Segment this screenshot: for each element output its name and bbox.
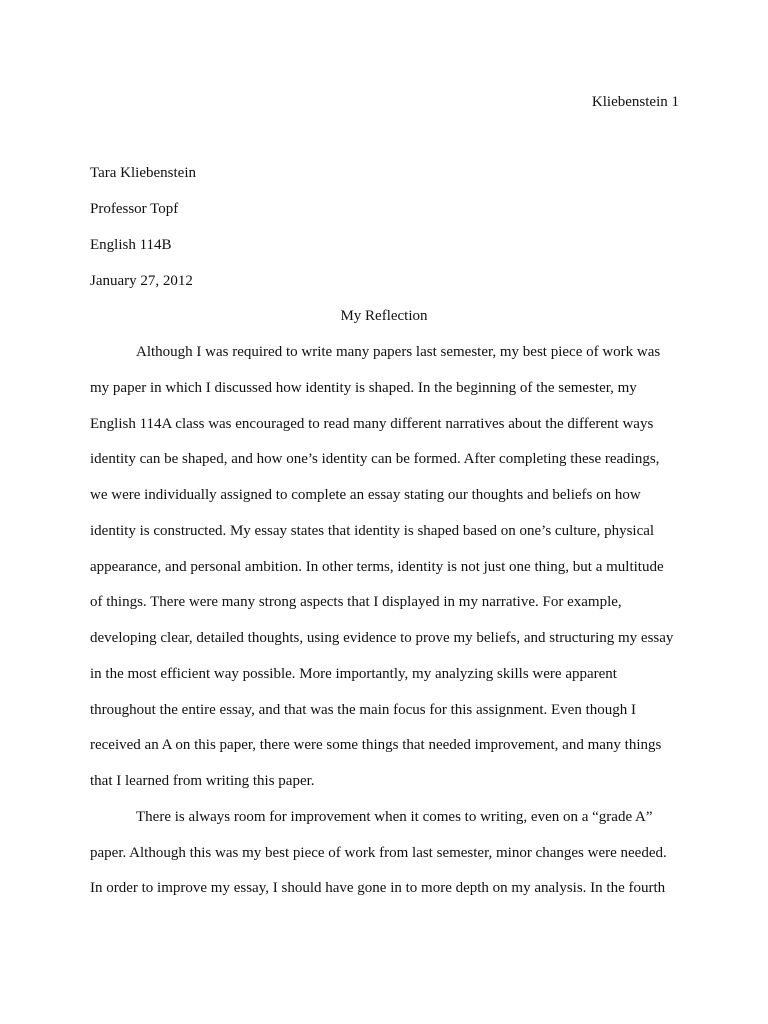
mla-header bbox=[90, 163, 196, 307]
paragraph-1-line: developing clear, detailed thoughts, using evidence to prove my beliefs, and structuring my essay bbox=[90, 630, 674, 646]
paragraph-1-line: received an A on this paper, there were some things that needed improvement, and many things bbox=[90, 737, 662, 754]
paragraph-1-line: that I learned from writing this paper. bbox=[90, 773, 315, 789]
paragraph-2-line: paper. Although this was my best piece of work from last semester, minor changes were needed. bbox=[90, 844, 667, 861]
instructor-name: Professor Topf bbox=[90, 201, 179, 217]
essay-body bbox=[90, 342, 690, 914]
running-head: Kliebenstein 1 bbox=[591, 94, 679, 110]
essay-title: My Reflection bbox=[340, 308, 428, 324]
paragraph-1-line: my paper in which I discussed how identity is shaped. In the beginning of the semester, my bbox=[90, 379, 637, 396]
course-name: English 114B bbox=[90, 237, 172, 253]
paragraph-1-line: identity can be shaped, and how one’s identity can be formed. After completing these readings, bbox=[90, 451, 660, 468]
paragraph-1-line: identity is constructed. My essay states that identity is shaped based on one’s culture, physical bbox=[90, 522, 655, 539]
paragraph-2-line: There is always room for improvement when it comes to writing, even on a “grade A” bbox=[136, 808, 653, 825]
paragraph-1-line: Although I was required to write many papers last semester, my best piece of work was bbox=[136, 344, 661, 360]
paragraph-1-line: of things. There were many strong aspects that I displayed in my narrative. For example, bbox=[90, 594, 622, 611]
paragraph-1-line: appearance, and personal ambition. In other terms, identity is not just one thing, but a multitude bbox=[90, 558, 664, 575]
author-name: Tara Kliebenstein bbox=[90, 165, 196, 181]
essay-date: January 27, 2012 bbox=[90, 273, 193, 289]
paragraph-2-line: In order to improve my essay, I should have gone in to more depth on my analysis. In the fourth bbox=[90, 880, 666, 897]
paragraph-1-line: throughout the entire essay, and that was the main focus for this assignment. Even though I bbox=[90, 701, 636, 718]
paragraph-1-line: in the most efficient way possible. More importantly, my analyzing skills were apparent bbox=[90, 665, 617, 682]
paragraph-1-line: we were individually assigned to complete an essay stating our thoughts and beliefs on how bbox=[90, 487, 641, 503]
paragraph-1-line: English 114A class was encouraged to read many different narratives about the different ways bbox=[90, 415, 654, 432]
